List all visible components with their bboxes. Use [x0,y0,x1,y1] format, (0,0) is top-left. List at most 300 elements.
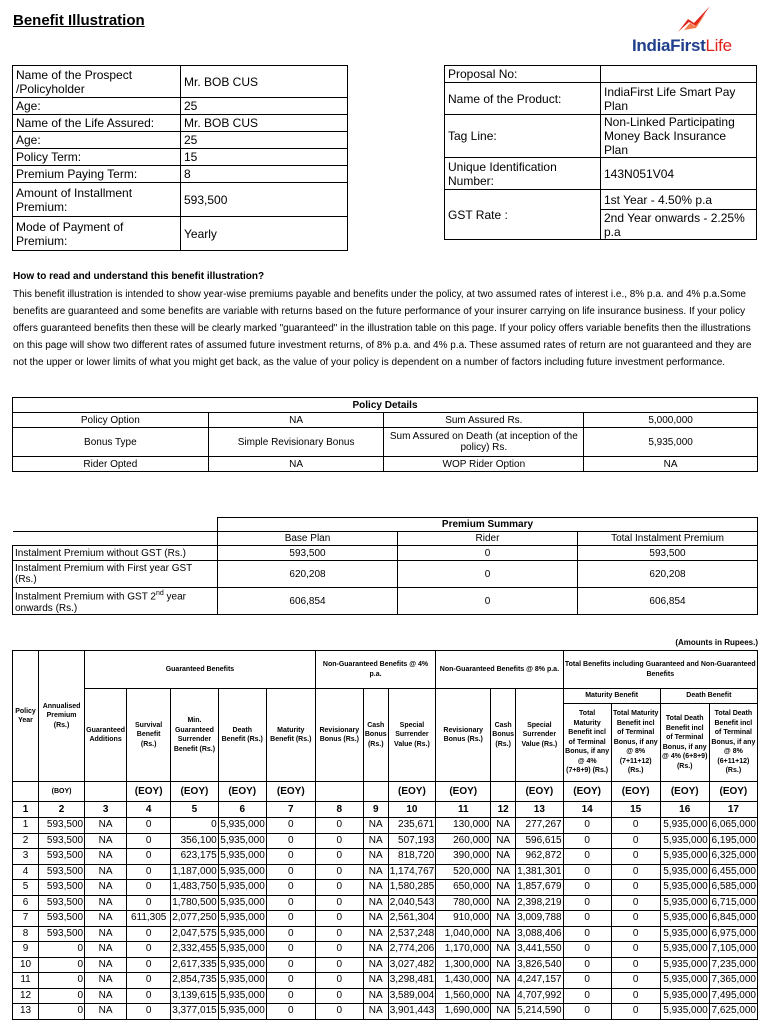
table-cell: 1,780,500 [171,895,219,911]
table-cell: 2,077,250 [171,911,219,927]
table-cell: 7,625,000 [709,1004,757,1020]
prospect-label: Name of the Prospect /Policyholder [13,66,181,98]
table-cell: 3,298,481 [388,973,436,989]
table-cell: 390,000 [436,849,491,865]
prospect-row [13,98,348,115]
table-cell: 623,175 [171,849,219,865]
table-cell: NA [491,849,516,865]
col-maturity-benefit: Maturity Benefit (Rs.) [266,689,315,782]
table-cell: 0 [39,988,85,1004]
table-cell: 0 [563,880,611,896]
table-cell: NA [85,895,127,911]
table-cell: 4,247,157 [516,973,564,989]
table-cell: 3,088,406 [516,926,564,942]
col-cash-bonus-4: Cash Bonus (Rs.) [363,689,388,782]
table-cell: 0 [563,818,611,834]
table-row [13,895,758,911]
col-special-surrender-8: Special Surrender Value (Rs.) [516,689,564,782]
table-cell: 5,935,000 [218,973,266,989]
table-cell: 7,495,000 [709,988,757,1004]
policy-row [13,413,758,428]
table-cell: 5,935,000 [218,818,266,834]
col-guaranteed-additions: Guaranteed Additions [85,689,127,782]
table-cell: NA [491,1004,516,1020]
policy-cell: Sum Assured on Death (at inception of the policy) Rs. [384,428,584,457]
table-cell: 5,935,000 [218,849,266,865]
prospect-row [13,66,348,98]
prospect-value: Yearly [181,217,348,251]
column-number: 14 [563,802,611,818]
table-row [13,988,758,1004]
table-cell: 6,065,000 [709,818,757,834]
table-cell: 0 [127,864,171,880]
column-number: 12 [491,802,516,818]
table-cell: 5,935,000 [218,880,266,896]
table-cell: 5,935,000 [660,957,709,973]
table-cell: 0 [315,818,363,834]
table-cell: 0 [563,957,611,973]
timing-cell: (EOY) [563,782,611,802]
prospect-label: Age: [13,98,181,115]
table-cell: NA [363,988,388,1004]
table-cell: 7 [13,911,39,927]
policy-cell: Rider Opted [13,457,209,472]
col-special-surrender-4: Special Surrender Value (Rs.) [388,689,436,782]
table-cell: 596,615 [516,833,564,849]
table-cell: NA [491,833,516,849]
group-non-guaranteed-4: Non-Guaranteed Benefits @ 4% p.a. [315,651,435,689]
table-cell: 0 [127,957,171,973]
table-cell: 6,975,000 [709,926,757,942]
prospect-value: 593,500 [181,183,348,217]
table-cell: NA [85,911,127,927]
table-cell: 235,671 [388,818,436,834]
table-cell: 0 [171,818,219,834]
table-cell: 2,047,575 [171,926,219,942]
timing-cell: (EOY) [171,782,219,802]
premium-summary-heading: Premium Summary [218,518,758,532]
table-cell: 910,000 [436,911,491,927]
premium-cell: 593,500 [218,546,398,561]
column-number: 6 [218,802,266,818]
table-cell: 0 [266,957,315,973]
table-cell: 593,500 [39,926,85,942]
col-revisionary-bonus-4: Revisionary Bonus (Rs.) [315,689,363,782]
table-cell: 0 [266,864,315,880]
col-total-maturity-8: Total Maturity Benefit incl of Terminal Bonus, if any @ 8% (7+11+12) (Rs.) [611,704,660,782]
table-cell: 0 [127,818,171,834]
table-cell: 1,381,301 [516,864,564,880]
table-cell: NA [491,864,516,880]
page-title: Benefit Illustration [13,12,145,29]
table-cell: 6,715,000 [709,895,757,911]
table-cell: 593,500 [39,818,85,834]
table-cell: NA [363,895,388,911]
table-cell: NA [491,911,516,927]
column-number: 8 [315,802,363,818]
table-cell: 3,027,482 [388,957,436,973]
table-cell: NA [491,957,516,973]
column-number: 3 [85,802,127,818]
indiafirst-logo [632,6,758,58]
table-cell: 6 [13,895,39,911]
column-number: 10 [388,802,436,818]
table-cell: 1,040,000 [436,926,491,942]
table-cell: 0 [315,911,363,927]
table-cell: 6,195,000 [709,833,757,849]
table-cell: NA [363,942,388,958]
group-guaranteed: Guaranteed Benefits [85,651,316,689]
premium-row-label: Instalment Premium with First year GST (Rs.) [13,561,218,588]
group-total-benefits: Total Benefits including Guaranteed and Non-Guaranteed Benefits [563,651,757,689]
table-cell: 0 [611,864,660,880]
col-annualised-premium: Annualised Premium (Rs.) [39,651,85,782]
policy-cell: NA [208,457,384,472]
column-number: 15 [611,802,660,818]
col-total-premium: Total Instalment Premium [578,532,758,546]
table-cell: 5,935,000 [660,1004,709,1020]
table-cell: NA [363,957,388,973]
gst-second-year: 2nd Year onwards - 2.25% p.a [601,210,757,240]
table-cell: 650,000 [436,880,491,896]
col-total-death-8: Total Death Benefit incl of Terminal Bonus, if any @ 8% (6+11+12) (Rs.) [709,704,757,782]
table-cell: NA [85,818,127,834]
table-cell: 5,935,000 [660,926,709,942]
table-cell: 5,935,000 [218,957,266,973]
table-cell: 0 [563,833,611,849]
table-cell: 0 [266,895,315,911]
table-cell: 593,500 [39,911,85,927]
timing-cell: (EOY) [516,782,564,802]
table-cell: 1,580,285 [388,880,436,896]
table-cell: NA [363,911,388,927]
prospect-value: Mr. BOB CUS [181,115,348,132]
table-cell: 5 [13,880,39,896]
col-rider: Rider [398,532,578,546]
table-cell: 130,000 [436,818,491,834]
column-number: 16 [660,802,709,818]
prospect-label: Name of the Life Assured: [13,115,181,132]
table-cell: 0 [127,926,171,942]
column-number: 2 [39,802,85,818]
gst-label: GST Rate : [445,190,601,240]
table-cell: 0 [611,1004,660,1020]
col-survival-benefit: Survival Benefit (Rs.) [127,689,171,782]
table-cell: 5,935,000 [218,864,266,880]
timing-cell: (EOY) [388,782,436,802]
table-cell: 0 [563,988,611,1004]
column-number: 9 [363,802,388,818]
table-cell: NA [491,973,516,989]
timing-cell: (EOY) [611,782,660,802]
table-cell: 6,325,000 [709,849,757,865]
table-cell: 5,935,000 [660,833,709,849]
table-cell: 818,720 [388,849,436,865]
uin-label: Unique Identification Number: [445,158,601,190]
proposal-no-label: Proposal No: [445,66,601,83]
table-cell: 0 [611,973,660,989]
table-cell: 0 [315,942,363,958]
timing-cell [85,782,127,802]
table-cell: 0 [315,1004,363,1020]
table-cell: 2,561,304 [388,911,436,927]
prospect-value: 25 [181,98,348,115]
table-cell: 0 [266,942,315,958]
table-cell: NA [491,880,516,896]
table-cell: 0 [266,926,315,942]
table-cell: 260,000 [436,833,491,849]
table-cell: 0 [315,926,363,942]
table-cell: 0 [563,926,611,942]
table-cell: NA [363,973,388,989]
column-number: 7 [266,802,315,818]
prospect-row [13,166,348,183]
table-cell: 0 [563,864,611,880]
table-cell: NA [363,849,388,865]
uin-value: 143N051V04 [601,158,757,190]
table-cell: 0 [127,1004,171,1020]
table-cell: NA [363,880,388,896]
table-cell: 0 [127,988,171,1004]
table-cell: 0 [266,973,315,989]
table-row [13,833,758,849]
table-cell: 5,935,000 [660,988,709,1004]
table-cell: 0 [127,973,171,989]
group-death-benefit: Death Benefit [660,689,757,704]
table-cell: 4,707,992 [516,988,564,1004]
table-cell: 0 [315,849,363,865]
table-cell: 12 [13,988,39,1004]
table-cell: 0 [315,973,363,989]
table-cell: 520,000 [436,864,491,880]
policy-cell: WOP Rider Option [384,457,584,472]
benefit-illustration-table [12,650,758,1020]
table-cell: 0 [266,818,315,834]
prospect-value: 25 [181,132,348,149]
prospect-value: 15 [181,149,348,166]
table-cell: 3,826,540 [516,957,564,973]
table-cell: 1,174,767 [388,864,436,880]
col-cash-bonus-8: Cash Bonus (Rs.) [491,689,516,782]
logo-swoosh-icon [676,6,710,32]
table-cell: 5,935,000 [660,880,709,896]
howto-paragraph: This benefit illustration is intended to show year-wise premiums payable and benefits under the policy, at two assumed rates of interest i.e., 8% p.a. and 4% p.a.Some benefits are guaranteed and some benefits are variable with returns based on the future performance of your insurer carrying on life insurance business. If your policy offers guaranteed benefits then these will be clearly marked "guaranteed" in the illustration table on this page. If your policy offers variable benefits then the illustrations on this page will show two different rates of assumed future investment returns, of 8% p.a. and 4% p.a. These assumed rates of return are not guaranteed and they are not the upper or lower limits of what you might get back, as the value of your policy is dependent on a number of factors including future investment performance. [13,289,752,368]
premium-cell: 620,208 [218,561,398,588]
table-cell: 611,305 [127,911,171,927]
table-cell: 0 [266,833,315,849]
table-cell: 593,500 [39,864,85,880]
table-cell: 2,398,219 [516,895,564,911]
table-cell: 593,500 [39,880,85,896]
table-cell: 13 [13,1004,39,1020]
table-cell: 7,105,000 [709,942,757,958]
table-cell: 0 [127,895,171,911]
table-cell: 6,585,000 [709,880,757,896]
proposal-no-value [601,66,757,83]
policy-row [13,457,758,472]
policy-details-table [12,397,758,472]
table-row [13,849,758,865]
table-cell: NA [363,833,388,849]
table-cell: 1,483,750 [171,880,219,896]
policy-cell: 5,000,000 [584,413,758,428]
table-cell: 1,857,679 [516,880,564,896]
table-cell: 3,901,443 [388,1004,436,1020]
table-cell: 593,500 [39,833,85,849]
table-cell: 5,935,000 [660,849,709,865]
table-cell: 0 [39,942,85,958]
table-cell: NA [363,818,388,834]
table-cell: 5,935,000 [218,911,266,927]
col-death-benefit: Death Benefit (Rs.) [218,689,266,782]
table-cell: 0 [266,911,315,927]
policy-cell: 5,935,000 [584,428,758,457]
prospect-label: Amount of Installment Premium: [13,183,181,217]
table-cell: NA [491,895,516,911]
table-cell: 0 [315,880,363,896]
table-cell: 3 [13,849,39,865]
prospect-label: Mode of Payment of Premium: [13,217,181,251]
prospect-value: Mr. BOB CUS [181,66,348,98]
policy-cell: Sum Assured Rs. [384,413,584,428]
timing-cell [491,782,516,802]
table-cell: 0 [127,880,171,896]
table-cell: 0 [127,833,171,849]
table-cell: 3,139,615 [171,988,219,1004]
timing-cell [315,782,363,802]
policy-cell: Policy Option [13,413,209,428]
timing-cell: (EOY) [127,782,171,802]
table-cell: 7,365,000 [709,973,757,989]
table-cell: 962,872 [516,849,564,865]
prospect-row [13,132,348,149]
table-cell: 0 [611,849,660,865]
table-cell: 8 [13,926,39,942]
table-cell: 0 [611,895,660,911]
table-cell: 0 [127,942,171,958]
table-cell: 6,845,000 [709,911,757,927]
table-cell: NA [85,833,127,849]
table-cell: 4 [13,864,39,880]
column-number: 5 [171,802,219,818]
table-cell: 0 [39,1004,85,1020]
table-cell: 3,441,550 [516,942,564,958]
table-row [13,942,758,958]
table-cell: 0 [266,880,315,896]
table-cell: 0 [563,911,611,927]
premium-cell: 606,854 [218,588,398,615]
col-total-maturity-4: Total Maturity Benefit incl of Terminal Bonus, if any @ 4% (7+8+9) (Rs.) [563,704,611,782]
table-cell: 2,040,543 [388,895,436,911]
group-maturity-benefit: Maturity Benefit [563,689,660,704]
timing-cell: (EOY) [709,782,757,802]
table-cell: 0 [315,864,363,880]
tagline-value: Non-Linked Participating Money Back Insurance Plan [601,115,757,158]
howto-heading: How to read and understand this benefit illustration? [13,271,265,282]
column-number: 13 [516,802,564,818]
table-cell: 0 [266,1004,315,1020]
table-row [13,973,758,989]
table-cell: 0 [611,988,660,1004]
policy-cell: Simple Revisionary Bonus [208,428,384,457]
table-cell: 3,009,788 [516,911,564,927]
amounts-note: (Amounts in Rupees.) [675,638,758,647]
table-cell: 0 [315,957,363,973]
table-cell: NA [363,864,388,880]
table-cell: 1,560,000 [436,988,491,1004]
col-revisionary-bonus-8: Revisionary Bonus (Rs.) [436,689,491,782]
table-cell: 5,935,000 [218,895,266,911]
table-cell: 0 [266,988,315,1004]
table-cell: 2 [13,833,39,849]
timing-cell: (EOY) [218,782,266,802]
table-cell: 5,935,000 [660,942,709,958]
col-total-death-4: Total Death Benefit incl of Terminal Bonus, if any @ 4% (6+8+9) (Rs.) [660,704,709,782]
col-base-plan: Base Plan [218,532,398,546]
table-cell: 2,332,455 [171,942,219,958]
table-cell: 1,690,000 [436,1004,491,1020]
policy-details-heading: Policy Details [13,398,758,413]
table-cell: NA [85,926,127,942]
premium-cell: 593,500 [578,546,758,561]
table-cell: 5,935,000 [218,926,266,942]
table-cell: 780,000 [436,895,491,911]
table-cell: 1,300,000 [436,957,491,973]
table-cell: 0 [563,1004,611,1020]
timing-cell: (EOY) [436,782,491,802]
table-cell: NA [85,988,127,1004]
table-cell: 1,170,000 [436,942,491,958]
table-cell: 507,193 [388,833,436,849]
column-number: 4 [127,802,171,818]
table-cell: 1 [13,818,39,834]
table-cell: 0 [611,957,660,973]
table-cell: 5,935,000 [660,911,709,927]
table-cell: 0 [611,926,660,942]
table-cell: 0 [563,942,611,958]
premium-cell: 0 [398,561,578,588]
prospect-row [13,183,348,217]
table-cell: 0 [266,849,315,865]
timing-cell: (BOY) [39,782,85,802]
table-cell: 0 [611,818,660,834]
premium-row-label: Instalment Premium without GST (Rs.) [13,546,218,561]
table-cell: 5,214,590 [516,1004,564,1020]
policy-cell: NA [208,413,384,428]
table-row [13,880,758,896]
table-cell: 0 [611,880,660,896]
prospect-label: Policy Term: [13,149,181,166]
premium-cell: 0 [398,588,578,615]
table-cell: NA [85,880,127,896]
premium-cell: 606,854 [578,588,758,615]
policy-cell: NA [584,457,758,472]
gst-first-year: 1st Year - 4.50% p.a [601,190,757,210]
product-label: Name of the Product: [445,83,601,115]
timing-cell: (EOY) [660,782,709,802]
table-cell: NA [491,988,516,1004]
table-cell: 5,935,000 [218,1004,266,1020]
table-cell: NA [85,864,127,880]
prospect-row [13,115,348,132]
table-cell: NA [85,1004,127,1020]
table-cell: NA [85,942,127,958]
table-row [13,926,758,942]
table-cell: 277,267 [516,818,564,834]
table-cell: 0 [127,849,171,865]
table-cell: 0 [611,833,660,849]
table-cell: NA [363,1004,388,1020]
